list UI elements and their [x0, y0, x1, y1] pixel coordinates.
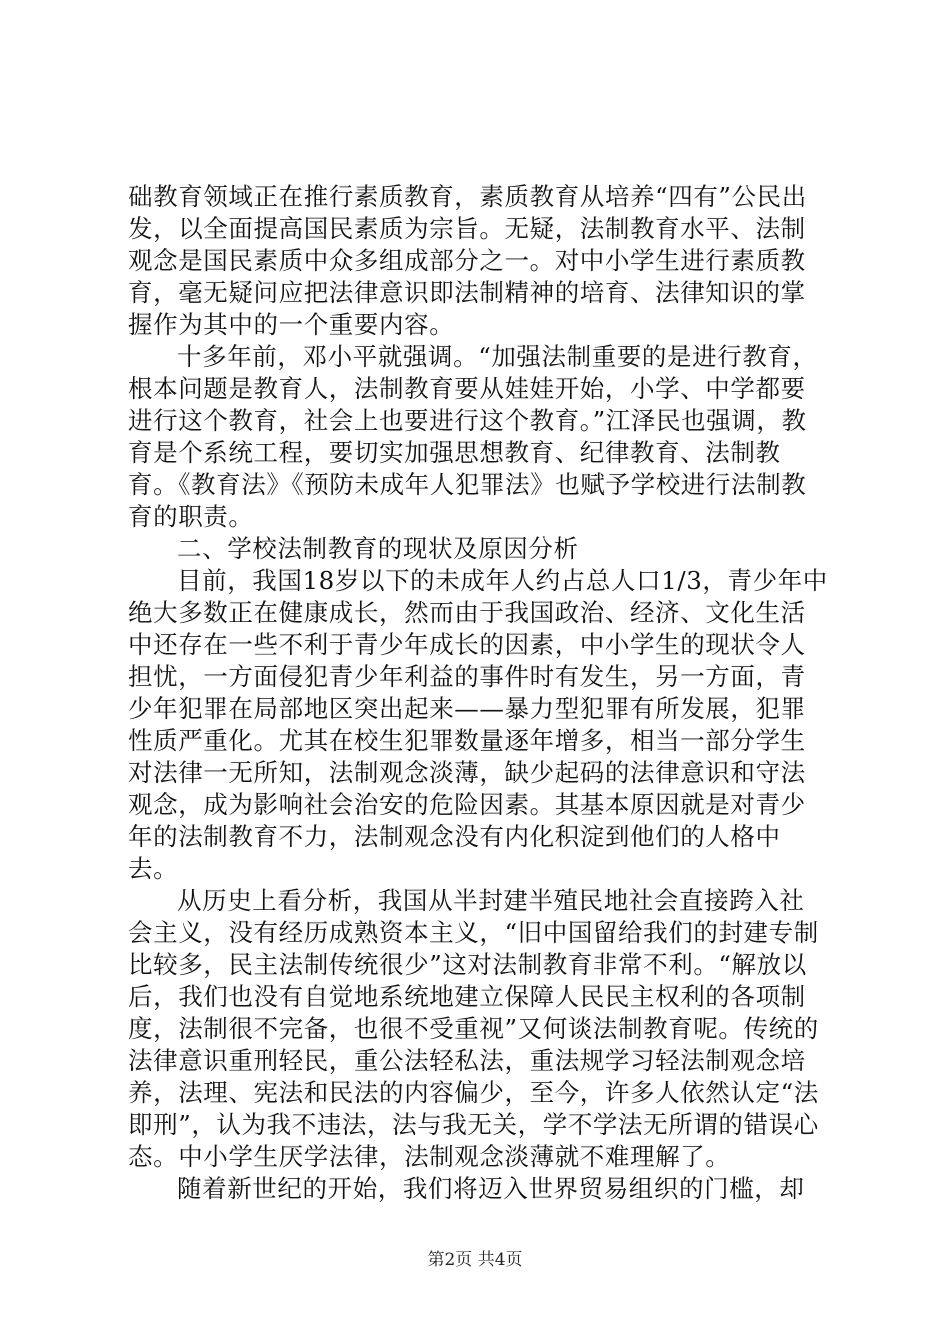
paragraph-new-century: 随着新世纪的开始，我们将迈入世界贸易组织的门槛，却 — [177, 1174, 805, 1203]
paragraph-continuation: 础教育领域正在推行素质教育，素质教育从培养“四有”公民出发，以全面提高国民素质为宗旨。无疑，法制教育水平、法制观念是国民素质中众多组成部分之一。对中小学生进行素质教育，毫无疑问应把法律意识即法制精神的培育、法律知识的掌握作为其中的一个重要内容。 — [128, 182, 807, 339]
paragraph-current-status: 目前，我国18岁以下的未成年人约占总人口1/3，青少年中绝大多数正在健康成长，然而由于我国政治、经济、文化生活中还存在一些不利于青少年成长的因素，中小学生的现状令人担忧，一方面侵犯青少年利益的事件时有发生，另一方面，青少年犯罪在局部地区突出起来——暴力型犯罪有所发展，犯罪性质严重化。尤其在校生犯罪数量逐年增多，相当一部分学生对法律一无所知，法制观念淡薄，缺少起码的法律意识和守法观念，成为影响社会治安的危险因素。其基本原因就是对青少年的法制教育不力，法制观念没有内化积淀到他们的人格中去。 — [128, 566, 828, 883]
page-footer: 第2页 共4页 — [427, 1250, 523, 1270]
document-body — [128, 181, 828, 1205]
paragraph-deng-xiaoping-quote: 十多年前，邓小平就强调。“加强法制重要的是进行教育，根本问题是教育人，法制教育要从娃娃开始，小学、中学都要进行这个教育，社会上也要进行这个教育。”江泽民也强调，教育是个系统工程，要切实加强思想教育、纪律教育、法制教育。《教育法》《预防未成年人犯罪法》也赋予学校进行法制教育的职责。 — [128, 342, 818, 531]
paragraph-historical-analysis: 从历史上看分析，我国从半封建半殖民地社会直接跨入社会主义，没有经历成熟资本主义，“旧中国留给我们的封建专制比较多，民主法制传统很少”这对法制教育非常不利。“解放以后，我们也没有自觉地系统地建立保障人民民主权利的各项制度，法制很不完备，也很不受重视”又何谈法制教育呢。传统的法律意识重刑轻民，重公法轻私法，重法规学习轻法制观念培养，法理、宪法和民法的内容偏少，至今，许多人依然认定“法即刑”，认为我不违法，法与我无关，学不学法无所谓的错误心态。中小学生厌学法律，法制观念淡薄就不难理解了。 — [128, 886, 819, 1171]
section-heading: 二、学校法制教育的现状及原因分析 — [177, 534, 579, 563]
